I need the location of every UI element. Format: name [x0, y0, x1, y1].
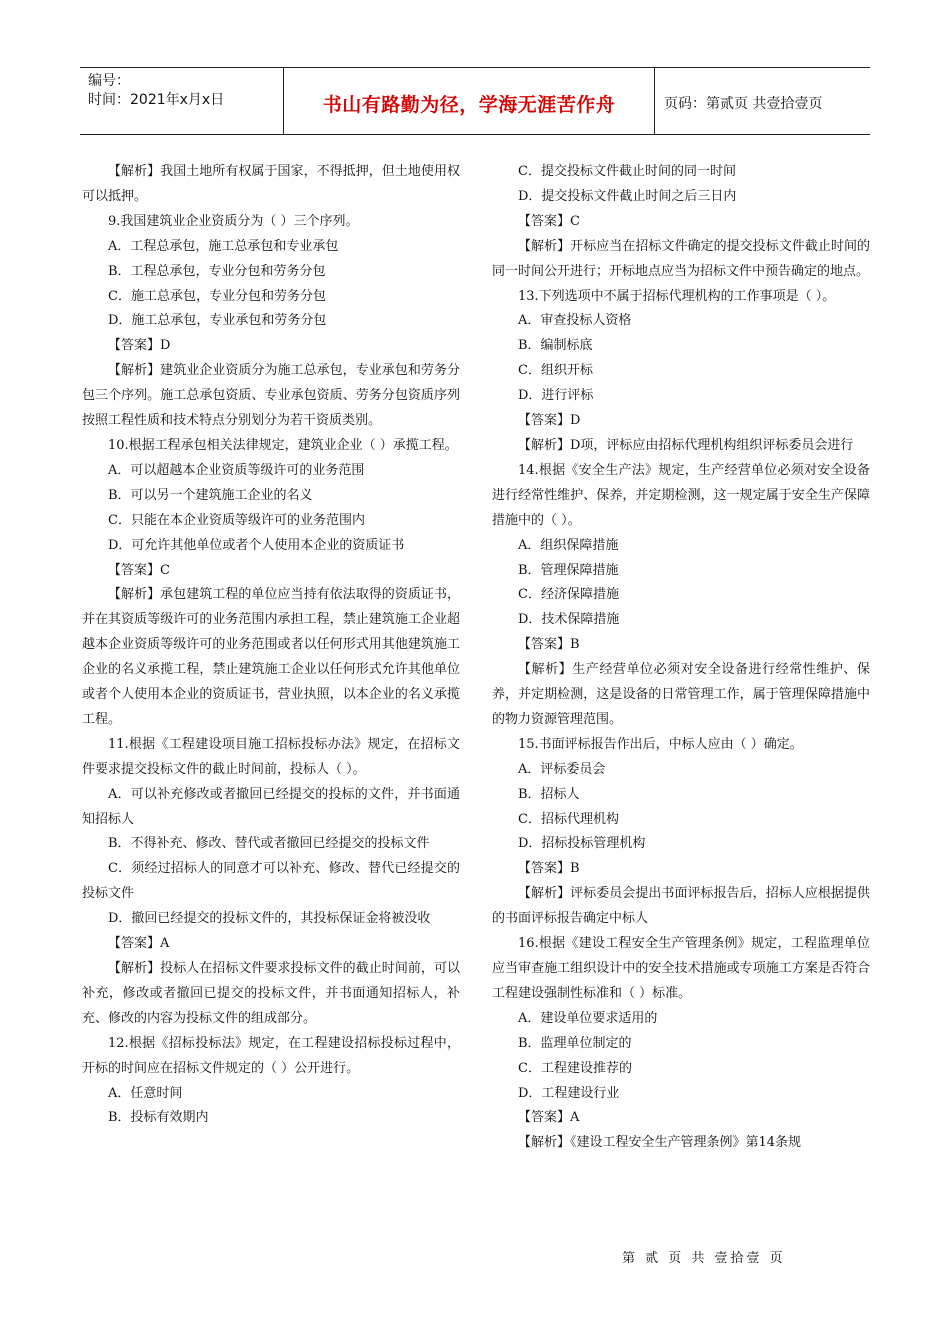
paragraph: B．管理保障措施: [518, 562, 619, 578]
paragraph: 【答案】A: [518, 1110, 580, 1126]
code-label: 编号：: [88, 73, 130, 89]
paragraph: A．建设单位要求适用的: [518, 1010, 658, 1026]
paragraph: D．技术保障措施: [518, 612, 620, 628]
left-column: [82, 160, 460, 1131]
paragraph: B．不得补充、修改、替代或者撤回已经提交的投标文件: [108, 836, 430, 852]
paragraph: D．招标投标管理机构: [518, 836, 646, 852]
paragraph: A．工程总承包，施工总承包和专业承包: [108, 238, 339, 254]
paragraph: B．编制标底: [518, 338, 593, 354]
paragraph: 【答案】D: [518, 413, 581, 429]
paragraph: 16.根据《建设工程安全生产管理条例》规定，工程监理单位应当审查施工组织设计中的安全技术措施或专项施工方案是否符合工程建设强制性标准和（ ）标准。: [492, 936, 870, 1001]
paragraph: 10.根据工程承包相关法律规定，建筑业企业（ ）承揽工程。: [108, 437, 458, 453]
page-footer: 第 贰 页 共 壹拾壹 页: [622, 1251, 786, 1266]
paragraph: A．审查投标人资格: [518, 313, 632, 329]
paragraph: 【解析】承包建筑工程的单位应当持有依法取得的资质证书，并在其资质等级许可的业务范围内承担工程，禁止建筑施工企业超越本企业资质等级许可的业务范围或者以任何形式用其他建筑施工企业的名义承揽工程，禁止建筑施工企业以任何形式允许其他单位或者个人使用本企业的资质证书，营业执照，以本企业的名义承揽工程。: [82, 587, 460, 727]
paragraph: D．撤回已经提交的投标文件的，其投标保证金将被没收: [108, 911, 431, 927]
paragraph: 【答案】A: [108, 936, 170, 952]
paragraph: A．可以补充修改或者撤回已经提交的投标的文件，并书面通知招标人: [82, 786, 460, 827]
header-motto: 书山有路勤为径，学海无涯苦作舟: [283, 68, 655, 134]
paragraph: B．投标有效期内: [108, 1110, 209, 1126]
paragraph: A．组织保障措施: [518, 537, 619, 553]
paragraph: B．监理单位制定的: [518, 1035, 632, 1051]
paragraph: 【解析】我国土地所有权属于国家，不得抵押，但土地使用权可以抵押。: [82, 164, 460, 204]
paragraph: 【答案】D: [108, 338, 171, 354]
paragraph: A．可以超越本企业资质等级许可的业务范围: [108, 462, 365, 478]
paragraph: 【答案】C: [108, 562, 170, 578]
paragraph: 【解析】建筑业企业资质分为施工总承包，专业承包和劳务分包三个序列。施工总承包资质、专业承包资质、劳务分包资质序列按照工程性质和技术特点分别划分为若干资质类别。: [82, 363, 460, 429]
header-page-number: 页码：第贰页 共壹拾壹页: [664, 96, 823, 112]
paragraph: 【解析】投标人在招标文件要求投标文件的截止时间前，可以补充，修改或者撤回已提交的投标文件，并书面通知招标人，补充、修改的内容为投标文件的组成部分。: [82, 961, 460, 1026]
paragraph: B．工程总承包，专业分包和劳务分包: [108, 263, 326, 279]
paragraph: C．招标代理机构: [518, 811, 619, 827]
page-header: [80, 67, 870, 135]
paragraph: D．施工总承包，专业承包和劳务分包: [108, 313, 327, 329]
header-meta: [80, 68, 283, 134]
time-label: 时间：2021年x月x日: [88, 92, 225, 108]
paragraph: C．施工总承包，专业分包和劳务分包: [108, 288, 326, 304]
paragraph: C．组织开标: [518, 363, 593, 379]
paragraph: C．工程建设推荐的: [518, 1060, 632, 1076]
paragraph: C．须经过招标人的同意才可以补充、修改、替代已经提交的投标文件: [82, 861, 460, 902]
paragraph: 11.根据《工程建设项目施工招标投标办法》规定，在招标文件要求提交投标文件的截止时间前，投标人（ ）。: [82, 736, 460, 777]
paragraph: 【答案】B: [518, 861, 580, 877]
paragraph: 【解析】开标应当在招标文件确定的提交投标文件截止时间的同一时间公开进行；开标地点应当为招标文件中预告确定的地点。: [492, 238, 870, 279]
paragraph: 12.根据《招标投标法》规定，在工程建设招标投标过程中，开标的时间应在招标文件规定的（ ）公开进行。: [82, 1035, 460, 1076]
paragraph: A．评标委员会: [518, 761, 606, 777]
paragraph: 【答案】C: [518, 213, 580, 229]
paragraph: D．进行评标: [518, 388, 594, 404]
paragraph: C．只能在本企业资质等级许可的业务范围内: [108, 512, 365, 528]
paragraph: 【解析】评标委员会提出书面评标报告后，招标人应根据提供的书面评标报告确定中标人: [492, 886, 870, 927]
paragraph: B．招标人: [518, 786, 580, 802]
paragraph: A．任意时间: [108, 1085, 183, 1101]
paragraph: 15.书面评标报告作出后，中标人应由（ ）确定。: [518, 736, 803, 752]
paragraph: 【答案】B: [518, 637, 580, 653]
paragraph: B．可以另一个建筑施工企业的名义: [108, 487, 313, 503]
paragraph: D．提交投标文件截止时间之后三日内: [518, 188, 737, 204]
paragraph: 【解析】D项，评标应由招标代理机构组织评标委员会进行: [518, 437, 854, 453]
paragraph: C．经济保障措施: [518, 587, 619, 603]
paragraph: 13.下列选项中不属于招标代理机构的工作事项是（ ）。: [518, 288, 836, 304]
paragraph: C．提交投标文件截止时间的同一时间: [518, 164, 736, 179]
paragraph: 【解析】《建设工程安全生产管理条例》第14条规: [518, 1135, 802, 1151]
right-column: [492, 160, 870, 1156]
paragraph: D．可允许其他单位或者个人使用本企业的资质证书: [108, 537, 405, 553]
paragraph: D．工程建设行业: [518, 1085, 620, 1101]
paragraph: 14.根据《安全生产法》规定，生产经营单位必须对安全设备进行经常性维护、保养，并定期检测，这一规定属于安全生产保障措施中的（ ）。: [492, 462, 870, 528]
paragraph: 9.我国建筑业企业资质分为（ ）三个序列。: [108, 213, 359, 229]
paragraph: 【解析】生产经营单位必须对安全设备进行经常性维护、保养，并定期检测，这是设备的日常管理工作，属于管理保障措施中的物力资源管理范围。: [492, 662, 870, 727]
